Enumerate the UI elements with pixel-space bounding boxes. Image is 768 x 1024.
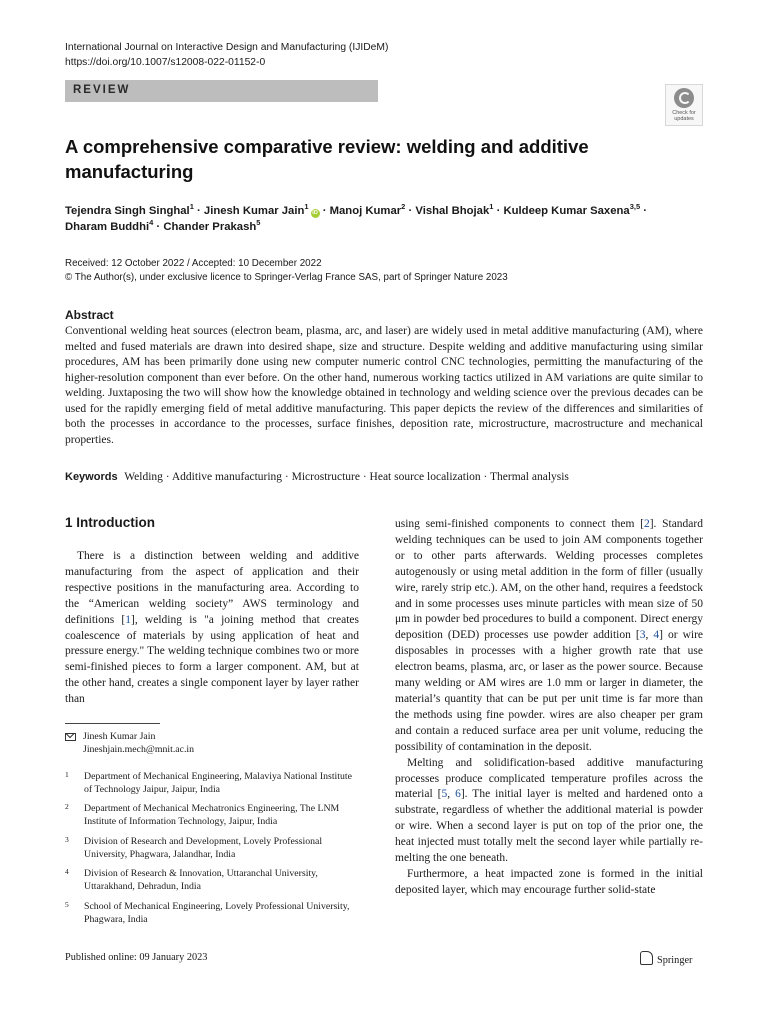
author-affiliation: 3,5 xyxy=(629,202,641,211)
right-column-body xyxy=(395,517,703,899)
affiliation-text: Department of Mechanical Engineering, Malaviya National Institute of Technology Jaipur, Jaipur, India xyxy=(84,771,352,795)
author-affiliation: 4 xyxy=(149,218,154,227)
affiliation-number: 2 xyxy=(65,802,69,811)
left-column-body xyxy=(65,549,359,708)
keywords xyxy=(65,469,705,485)
journal-name: International Journal on Interactive Design and Manufacturing (IJIDeM) xyxy=(65,42,389,53)
check-updates-icon xyxy=(674,88,694,108)
author-affiliation: 1 xyxy=(189,202,194,211)
envelope-icon xyxy=(65,733,76,741)
paragraph: Melting and solidification-based additive manufacturing processes produce complicated temperature profiles across the material [5, 6]. The initial layer is melted and hardened onto a substrate, regardless of whether the additional material is powder or wire. When a second layer is put on top of the prior one, the heat injected must totally melt the second layer while partially re-melting the one beneath. xyxy=(395,756,703,865)
copyright-notice: © The Author(s), under exclusive licence to Springer-Verlag France SAS, part of Springer Nature 2023 xyxy=(65,272,508,283)
affiliation-text: Division of Research & Innovation, Uttaranchal University, Uttarakhand, Dehradun, India xyxy=(84,868,318,892)
citation-link[interactable]: 2 xyxy=(643,518,650,530)
doi-link[interactable]: https://doi.org/10.1007/s12008-022-01152-0 xyxy=(65,57,266,68)
affiliation-number: 3 xyxy=(65,835,69,844)
published-date: Published online: 09 January 2023 xyxy=(65,952,208,963)
paper-title: A comprehensive comparative review: welding and additive manufacturing xyxy=(65,136,589,182)
springer-horse-icon xyxy=(640,951,653,965)
author-name[interactable]: Dharam Buddhi xyxy=(65,221,150,233)
affiliation-number: 4 xyxy=(65,867,69,876)
author-name[interactable]: Kuldeep Kumar Saxena xyxy=(503,205,630,217)
article-dates xyxy=(65,257,508,285)
orcid-icon[interactable]: iD xyxy=(312,210,318,216)
citation-link[interactable]: 6 xyxy=(455,788,461,801)
author-list: Tejendra Singh Singhal$^1$ · Jinesh Kumar Jain$^1$iD · Manoj Kumar$^2$ · Vishal Bhojak$^1$ · Kuldeep Kumar Saxena$^{3,5}$ · Dharam Buddhi$^4$ · Chander Prakash$^5$ xyxy=(65,202,648,233)
citation-link[interactable]: 3 xyxy=(639,629,646,642)
affiliation xyxy=(65,802,360,828)
paragraph: Furthermore, a heat impacted zone is formed in the initial deposited layer, which may encourage further solid-state xyxy=(395,867,703,896)
footnote-divider xyxy=(65,723,160,724)
publisher-logo xyxy=(640,951,692,966)
section-heading-introduction: 1 Introduction xyxy=(65,515,155,530)
correspondence-email[interactable]: Jineshjain.mech@mnit.ac.in xyxy=(83,744,195,755)
affiliation xyxy=(65,835,360,861)
affiliation-text: School of Mechanical Engineering, Lovely Professional University, Phagwara, India xyxy=(84,901,350,925)
author-name[interactable]: Manoj Kumar xyxy=(329,205,402,217)
author-name[interactable]: Tejendra Singh Singhal xyxy=(65,205,190,217)
check-updates-line2: updates xyxy=(674,116,694,122)
author-affiliation: 2 xyxy=(401,202,406,211)
citation-link[interactable]: 1 xyxy=(125,613,131,626)
affiliation-text: Department of Mechanical Mechatronics Engineering, The LNM Institute of Information Technology, Jaipur, India xyxy=(84,803,340,827)
affiliation xyxy=(65,867,360,893)
author-affiliation: 1 xyxy=(489,202,494,211)
citation-link[interactable]: 4 xyxy=(653,629,660,642)
affiliation-text: Division of Research and Development, Lovely Professional University, Phagwara, Jalandhar, India xyxy=(84,836,323,860)
paragraph: using semi-finished components to connect them [2]. Standard welding techniques can be used to join AM components together or to other parts afterwards. Welding processes completes autogenously or using metal addition in the form of filler (usually wire, rarely strip etc.). AM, on the other hand, requires a feedstock and in some processes uses minute particles with mean size of 50 μm in powder bed procedures to build a component. Direct energy deposition (DED) processes use powder addition [3, 4] or wire disposables in processes with a higher growth rate that use electron beams, plasma, arc, or laser as the power source. Because many welding or AM wires are 1.0 mm or larger in diameter, the material’s quantity that can be put per unit time is far more than the methods using fine powder. wires are also cheaper per gram and contain a reduced surface area per unit volume, reducing the possibility of contamination in the deposit. xyxy=(395,518,704,753)
check-for-updates-badge[interactable] xyxy=(665,84,703,126)
abstract-heading: Abstract xyxy=(65,308,114,322)
affiliation xyxy=(65,770,360,796)
affiliation-number: 5 xyxy=(65,900,69,909)
author-name[interactable]: Jinesh Kumar Jain xyxy=(203,205,305,217)
keywords-list: Welding · Additive manufacturing · Microstructure · Heat source localization · Thermal analysis xyxy=(124,471,569,483)
correspondence-name: Jinesh Kumar Jain xyxy=(83,731,156,742)
publisher-name: Springer xyxy=(657,955,693,966)
check-updates-line1: Check for xyxy=(672,110,696,116)
article-type-banner xyxy=(65,80,378,102)
author-name[interactable]: Vishal Bhojak xyxy=(415,205,490,217)
author-affiliation: 1 xyxy=(304,202,309,211)
author-name[interactable]: Chander Prakash xyxy=(163,221,257,233)
affiliation xyxy=(65,900,360,926)
journal-header xyxy=(65,40,388,70)
keywords-label: Keywords xyxy=(65,471,118,483)
affiliation-number: 1 xyxy=(65,770,69,779)
article-type-label: REVIEW xyxy=(73,84,131,96)
author-affiliation: 5 xyxy=(256,218,261,227)
paragraph: There is a distinction between welding and additive manufacturing from the aspect of application and their respective positions in the manufacturing area. According to the “American welding society” AWS terminology and definitions [1], welding is "a joining method that creates coalescence of materials by using application of heat and pressure energy." The welding technique combines two or more semi-finished pieces to form a larger component. AM, but at the other hand, creates a single component layer by layer rather than xyxy=(65,550,359,706)
received-accepted-dates: Received: 12 October 2022 / Accepted: 10 December 2022 xyxy=(65,258,322,269)
citation-link[interactable]: 5 xyxy=(441,788,448,801)
correspondence xyxy=(65,730,360,756)
abstract-text: Conventional welding heat sources (electron beam, plasma, arc, and laser) are widely used in metal additive manufacturing (AM), where melted and fused materials are drawn into desired shape, size and structure. Despite welding and additive manufacturing using similar procedures, AM has been primarily done using new computer numeric control CNC technologies, permitting the manufacturing of the higher-resolution component than ever before. On the other hand, numerous working tactics utilized in AM variations are quite similar to welding. Juxtaposing the two will show how the knowledge obtained in technology and welding science over the previous decades can be used for the rapidly emerging field of metal additive manufacturing. This paper depicts the review of the differences and similarities of both the processes in accordance to the processes, surface finishes, deposition rate, microstructure, macrostructure and mechanical properties. xyxy=(65,325,703,446)
